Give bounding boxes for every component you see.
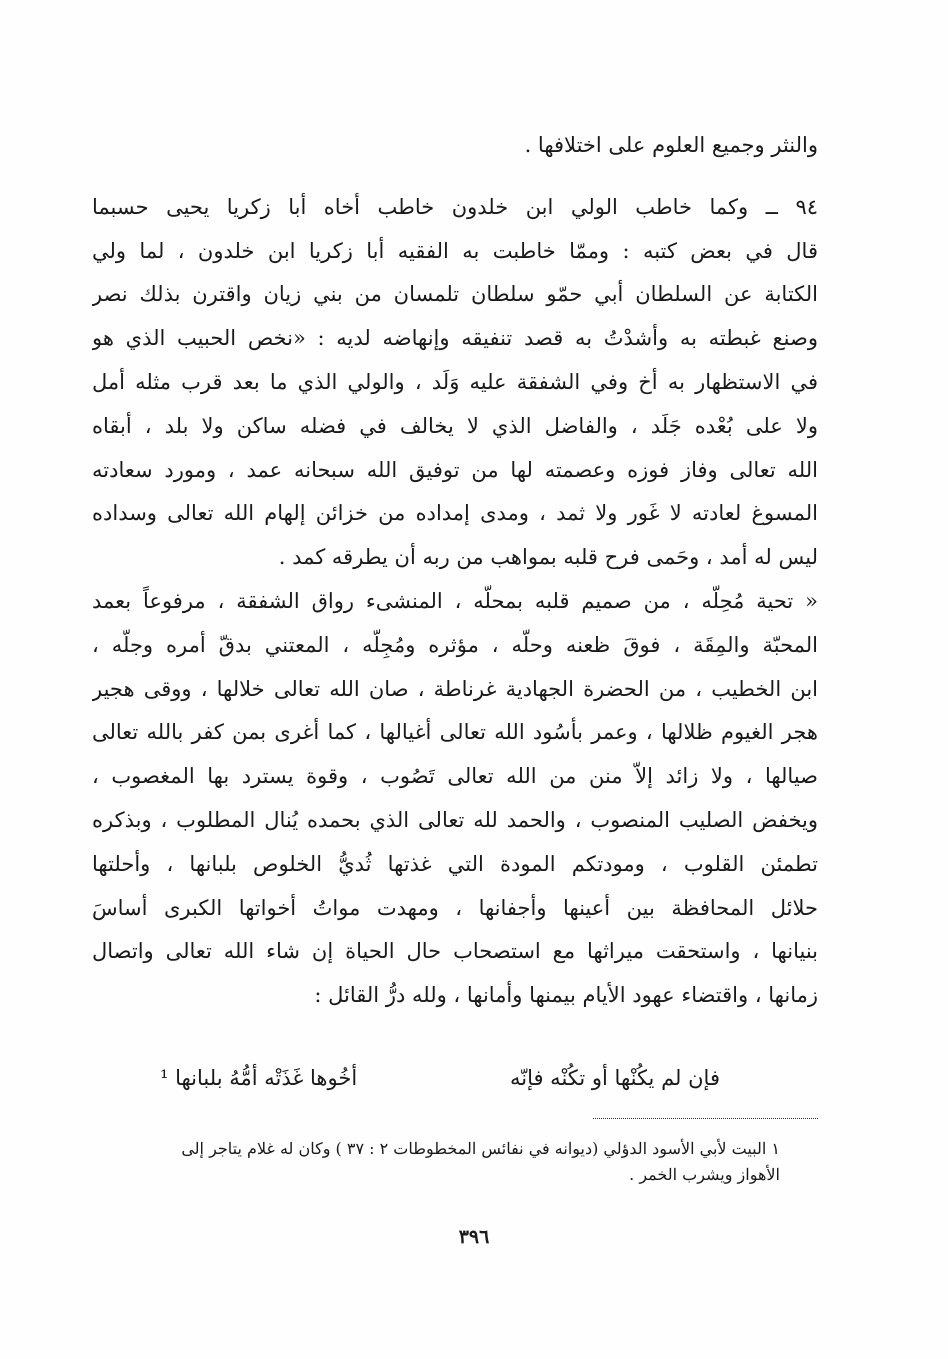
text-line: ولا على بُعْده جَلَد ، والفاضل الذي لا يخالف في فضله ساكن ولا بلد ، أبقاه <box>92 413 818 438</box>
text-line: الله تعالى وفاز فوزه وعصمته لها من توفيق الله سبحانه عمد ، ومورد سعادته <box>92 457 818 482</box>
text-line: تطمئن القلوب ، ومودتكم المودة التي غذتها ثُديُّ الخلوص بلبانها ، وأحلتها <box>92 851 818 876</box>
poetry-verse <box>160 1058 720 1098</box>
text-line: هجر الغيوم ظلالها ، وعمر بأسُود الله تعالى أغيالها ، كما أغرى بمن كفر بالله تعالى <box>92 720 818 745</box>
text-line: ٩٤ ــ وكما خاطب الولي ابن خلدون خاطب أخاه أبا زكريا يحيى حسبما <box>92 194 818 219</box>
verse-second-hemistich: أخُوها غَذَتْه أمُّهُ بلبانها ¹ <box>160 1066 358 1090</box>
text-line: « تحية مُحِلّه ، من صميم قلبه بمحلّه ، المنشىء رواق الشفقة ، مرفوعاً بعمد <box>92 588 818 613</box>
footnote-separator <box>593 1118 818 1119</box>
footnote-line: الأهواز ويشرب الخمر . <box>629 1165 780 1184</box>
paragraph-gap <box>92 168 818 186</box>
text-line: وصنع غبطته به وأشدْتُ به قصد تنفيقه وإنهاضه لديه : «نخص الحبيب الذي هو <box>92 326 818 351</box>
text-line: قال في بعض كتبه : وممّا خاطبت به الفقيه أبا زكريا ابن خلدون ، لما ولي <box>92 238 818 263</box>
text-line: الكتابة عن السلطان أبي حمّو سلطان تلمسان من بني زيان واقترن بذلك نصر <box>92 282 818 307</box>
text-line: حلائل المحافظة بين أعينها وأجفانها ، ومهدت مواتُ أخواتها الكبرى أساسَ <box>92 895 818 920</box>
text-line: ابن الخطيب ، من الحضرة الجهادية غرناطة ، صان الله تعالى خلالها ، ووقى هجير <box>92 676 818 701</box>
text-line: والنثر وجميع العلوم على اختلافها . <box>524 133 818 157</box>
text-line: ويخفض الصليب المنصوب ، والحمد لله تعالى الذي بحمده يُنال المطلوب ، وبذكره <box>92 807 818 832</box>
page-number: ٣٩٦ <box>458 1226 490 1248</box>
text-line: ليس له أمد ، وحَمى فرح قلبه بمواهب من ربه أن يطرقه كمد . <box>278 545 818 570</box>
text-line: المحبّة والمِقَة ، فوقَ ظعنه وحلّه ، مؤثره ومُجِلّه ، المعتني بدقّ أمره وجلّه ، <box>92 632 818 657</box>
text-line: في الاستظهار به أخ وفي الشفقة عليه وَلَد ، والولي الذي ما بعد قرب مثله أمل <box>92 369 818 394</box>
body-text <box>92 124 818 1018</box>
text-line: صيالها ، ولا زائد إلاّ منن من الله تعالى تَصُوب ، وقوة يسترد بها المغصوب ، <box>92 764 818 789</box>
footnote <box>80 1136 780 1188</box>
text-line: بنيانها ، واستحقت ميراثها مع استصحاب حال الحياة إن شاء الله تعالى واتصال <box>92 939 818 964</box>
footnote-line: ١ البيت لأبي الأسود الدؤلي (ديوانه في نفائس المخطوطات ٢ : ٣٧ ) وكان له غلام يتاجر إلى <box>181 1139 780 1158</box>
text-line: زمانها ، واقتضاء عهود الأيام بيمنها وأمانها ، ولله درُّ القائل : <box>314 983 818 1008</box>
verse-first-hemistich: فإن لم يكُنْها أو تكُنْه فإنّه <box>509 1066 720 1090</box>
text-line: المسوغ لعادته لا غَور ولا ثمد ، ومدى إمداده من خزائن إلهام الله تعالى وسداده <box>92 501 818 526</box>
